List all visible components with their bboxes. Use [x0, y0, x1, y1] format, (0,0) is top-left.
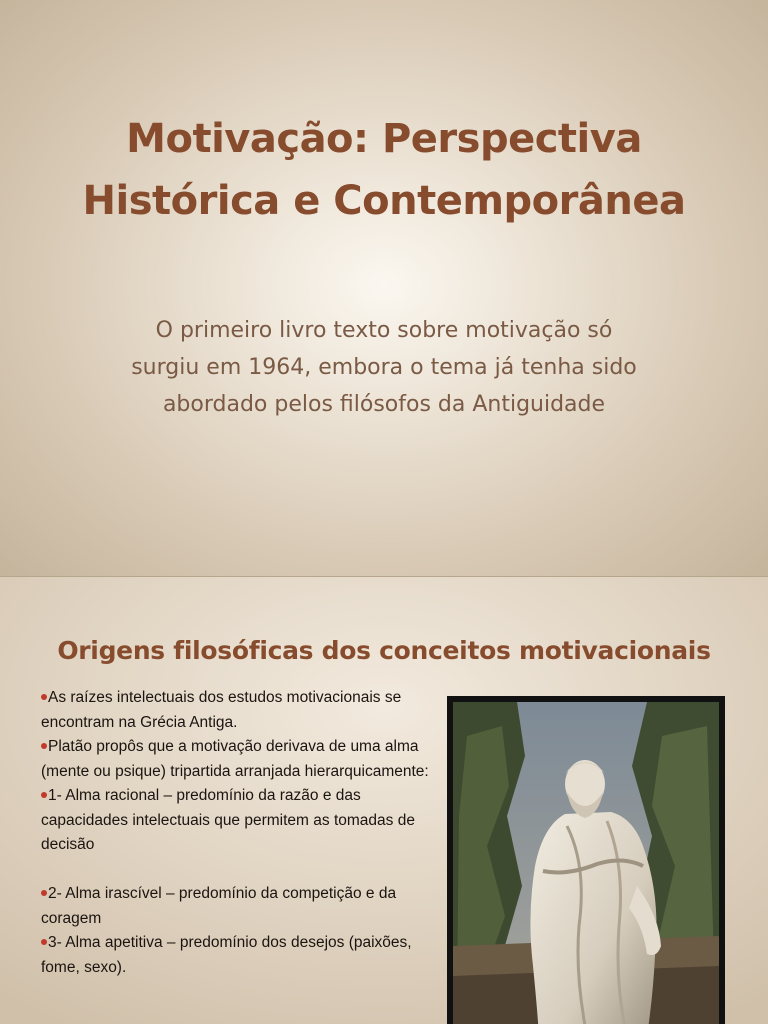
- plato-statue-photo: [447, 696, 725, 1024]
- bullet-text: 2- Alma irascível – predomínio da competição e da coragem: [41, 885, 397, 927]
- bullet-dot-icon: [41, 694, 47, 700]
- slide-1-title: [40, 108, 728, 232]
- bullet-text: Platão propôs que a motivação derivava de uma alma (mente ou psique) tripartida arranjada hierarquicamente:: [41, 738, 429, 780]
- bullet-text: 3- Alma apetitiva – predomínio dos desejos (paixões, fome, sexo).: [41, 934, 412, 976]
- list-item: [41, 882, 449, 931]
- slide-2: [0, 577, 768, 1024]
- slide-2-title: Origens filosóficas dos conceitos motivacionais: [57, 636, 711, 665]
- list-item: [41, 735, 449, 784]
- subtitle-line-1: O primeiro livro texto sobre motivação só: [155, 318, 613, 343]
- title-line-1: Motivação: Perspectiva: [126, 116, 642, 162]
- list-item: [41, 931, 449, 980]
- slide-1-subtitle: [90, 312, 678, 423]
- bullet-dot-icon: [41, 939, 47, 945]
- bullet-dot-icon: [41, 743, 47, 749]
- list-item: [41, 686, 449, 735]
- statue-image-icon: [447, 696, 725, 1024]
- title-line-2: Histórica e Contemporânea: [82, 178, 686, 224]
- bullet-dot-icon: [41, 890, 47, 896]
- list-item: [41, 784, 449, 858]
- bullet-text: 1- Alma racional – predomínio da razão e das capacidades intelectuais que permitem as tomadas de decisão: [41, 787, 415, 853]
- bullet-text: As raízes intelectuais dos estudos motivacionais se encontram na Grécia Antiga.: [41, 689, 402, 731]
- subtitle-line-3: abordado pelos filósofos da Antiguidade: [162, 392, 606, 417]
- bullet-list: [41, 686, 449, 980]
- subtitle-line-2: surgiu em 1964, embora o tema já tenha sido: [131, 355, 637, 380]
- bullet-dot-icon: [41, 792, 47, 798]
